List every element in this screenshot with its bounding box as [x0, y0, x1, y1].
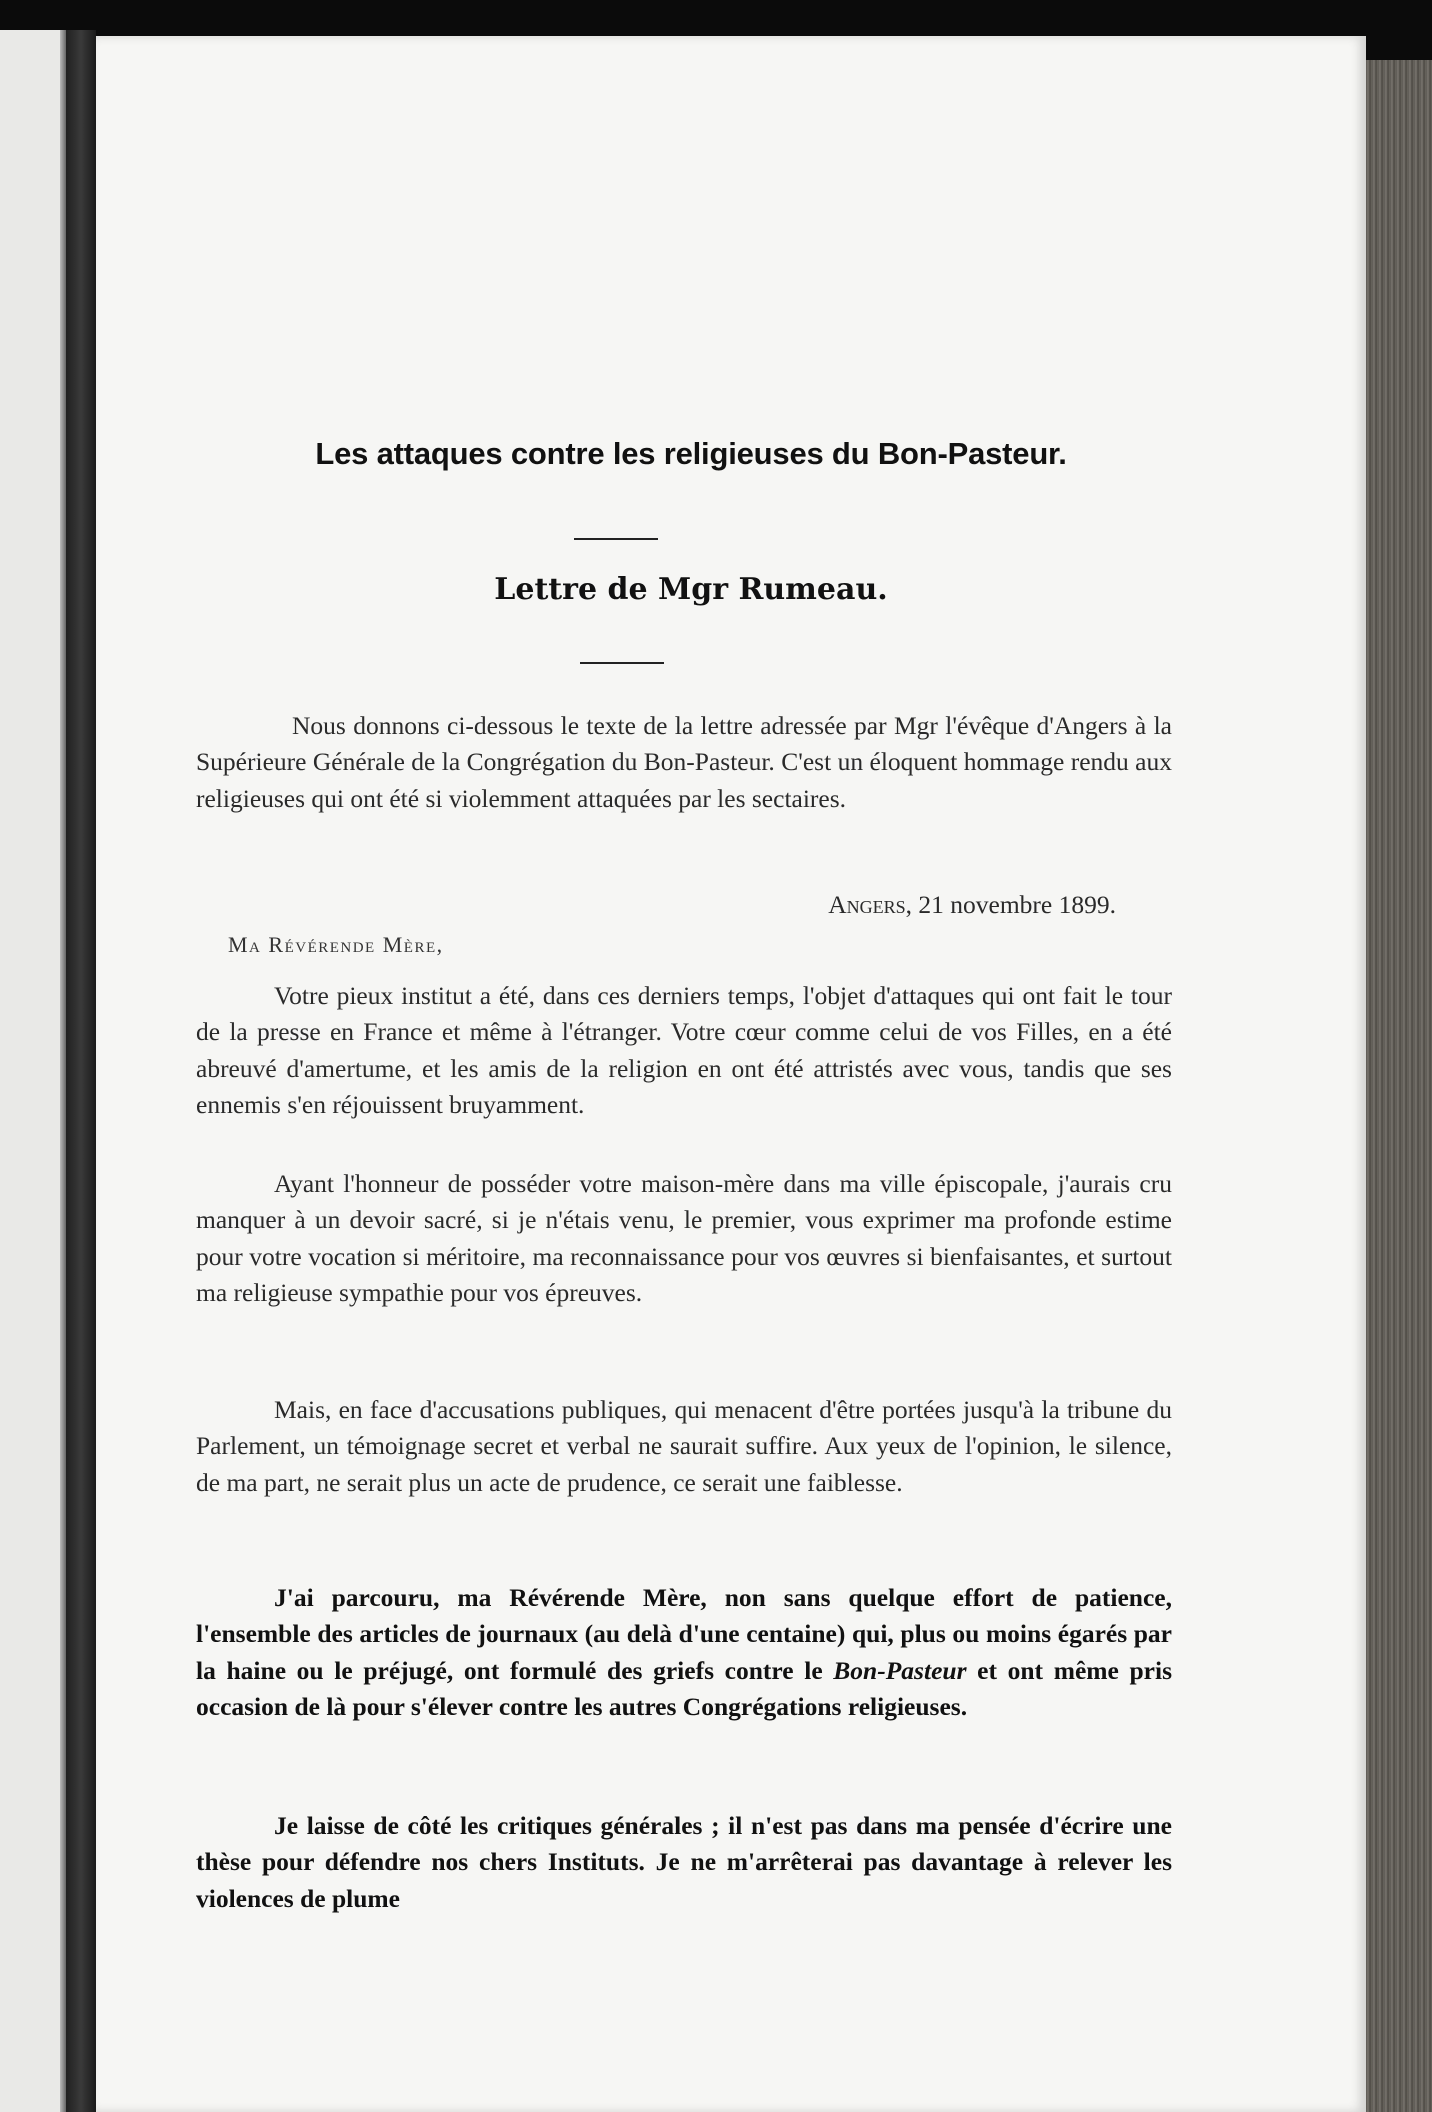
title-rule [574, 538, 658, 540]
letter-paragraph-4 [196, 1580, 1172, 1726]
letter-paragraph-3: Mais, en face d'accusations publiques, qui menacent d'être portées jusqu'à la tribune du Parlement, un témoignage secret et verbal ne saurait suffire. Aux yeux de l'opinion, le silence, de ma part, ne serait plus un acte de prudence, ce serait une faiblesse. [196, 1395, 1172, 1497]
dateline-place: Angers [828, 890, 906, 919]
book-page [96, 36, 1366, 2112]
intro-paragraph: Nous donnons ci-dessous le texte de la lettre adressée par Mgr l'évêque d'Angers à la Supérieure Générale de la Congrégation du Bon-Pasteur. C'est un éloquent hommage rendu aux religieuses qui ont été si violemment attaquées par les sectaires. [196, 711, 1172, 813]
facing-page-edge [0, 30, 66, 2112]
book-gutter [66, 30, 96, 2112]
subtitle-rule [580, 662, 664, 664]
page-stack-edges [1366, 60, 1432, 2112]
article-subtitle: Lettre de Mgr Rumeau. [494, 572, 888, 607]
letter-paragraph-2: Ayant l'honneur de posséder votre maison-mère dans ma ville épiscopale, j'aurais cru manquer à un devoir sacré, si je n'étais venu, le premier, vous exprimer ma profonde estime pour votre vocation si méritoire, ma reconnaissance pour vos œuvres si bienfaisantes, et surtout ma religieuse sympathie pour vos épreuves. [196, 1169, 1172, 1308]
dateline-date: , 21 novembre 1899. [905, 890, 1116, 919]
letter-paragraph-5: Je laisse de côté les critiques générales ; il n'est pas dans ma pensée d'écrire une thèse pour défendre nos chers Instituts. Je ne m'arrêterai pas davantage à relever les violences de plume [196, 1811, 1172, 1913]
p4-text-start: J'ai parcouru, ma Révérende Mère, non sans quelque effort de patience, l'ensemble des articles de journaux (au delà d'une centaine) qui, plus ou moins égarés par la haine ou le préjugé, ont formulé des griefs contre le [196, 1583, 1172, 1685]
article-title: Les attaques contre les religieuses du Bon-Pasteur. [315, 436, 1067, 471]
p4-text-end: et ont même pris occasion de là pour s'élever contre les autres Congrégations religieuses. [196, 1655, 1172, 1722]
letter-paragraph-1: Votre pieux institut a été, dans ces derniers temps, l'objet d'attaques qui ont fait le tour de la presse en France et même à l'étranger. Votre cœur comme celui de vos Filles, en a été abreuvé d'amertume, et les amis de la religion en ont été attristés avec vous, tandis que ses ennemis s'en réjouissent bruyamment. [196, 981, 1172, 1120]
p4-italic-term: Bon-Pasteur [833, 1655, 967, 1685]
letter-dateline [196, 890, 1116, 920]
letter-salutation: Ma Révérende Mère, [228, 932, 444, 957]
